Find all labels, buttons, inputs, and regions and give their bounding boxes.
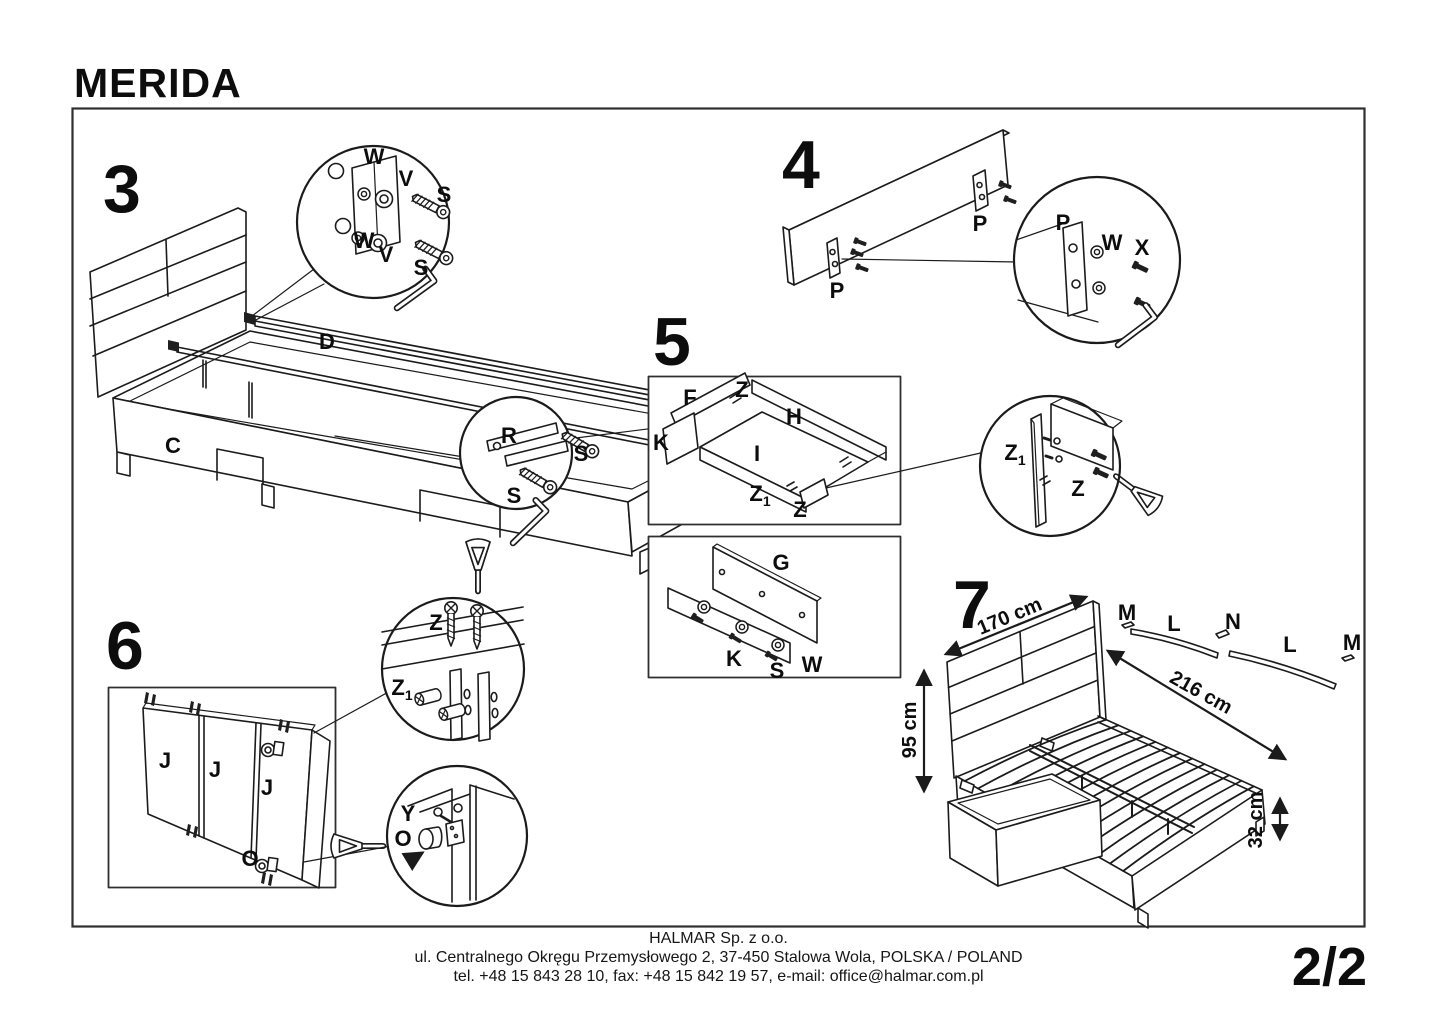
label-screw-s-5: S — [769, 658, 785, 683]
label-dowel-z1-2: $Z_1$ — [1004, 440, 1026, 468]
label-screw-s-4: S — [506, 483, 522, 508]
label-screw-z-4: Z — [429, 610, 443, 635]
step3-hardware-detail-circle — [297, 146, 455, 308]
footer-address: ul. Centralnego Okręgu Przemysłowego 2, 37-450 Stalowa Wola, POLSKA / POLAND — [414, 949, 1023, 966]
label-slat-panel-j-2: J — [208, 757, 222, 782]
label-nut-v-2: V — [378, 242, 394, 267]
label-frame-c: C — [165, 433, 181, 458]
label-bracket-y: Y — [400, 801, 416, 826]
label-washer-w-2: W — [353, 228, 375, 253]
label-nut-v-1: V — [398, 166, 414, 191]
label-connector-m-1: M — [1117, 600, 1137, 625]
label-slat-l-1: L — [1167, 611, 1181, 636]
label-bracket-r: R — [501, 423, 517, 448]
label-screw-z-3: Z — [1071, 476, 1085, 501]
step4-number: 4 — [782, 127, 820, 203]
step5-number: 5 — [653, 304, 691, 380]
dim-length-216: 216 cm — [1165, 666, 1236, 719]
label-connector-n: N — [1225, 609, 1241, 634]
label-connector-m-2: M — [1342, 630, 1362, 655]
label-screw-s-1: S — [436, 182, 452, 207]
label-panel-k-2: K — [726, 646, 742, 671]
step3-number: 3 — [103, 151, 141, 227]
label-washer-w-3: W — [1101, 230, 1123, 255]
footer-contact: tel. +48 15 843 28 10, fax: +48 15 842 19 57, e-mail: office@halmar.com.pl — [453, 968, 984, 985]
step6-number: 6 — [106, 608, 144, 684]
step4-hardware-detail-circle — [1014, 177, 1180, 345]
dim-width-170: 170 cm — [974, 593, 1046, 640]
label-panel-k-1: K — [653, 430, 669, 455]
label-washer-w-4: W — [801, 652, 823, 677]
footer-company: HALMAR Sp. z o.o. — [649, 930, 788, 947]
step6-cam-detail-circle — [331, 766, 527, 906]
label-screw-z-2: Z — [793, 497, 807, 522]
label-bracket-p-2: P — [829, 278, 845, 303]
label-panel-i: I — [753, 441, 761, 466]
label-rail-d: D — [319, 329, 335, 354]
step7-number: 7 — [953, 567, 991, 643]
label-dowel-z1-1: $Z_1$ — [749, 481, 771, 509]
label-screw-x: X — [1134, 235, 1150, 260]
label-cam-o-1: O — [241, 846, 259, 871]
label-screw-s-2: S — [413, 255, 429, 280]
label-panel-g: G — [772, 550, 790, 575]
step5-drawer-box — [649, 373, 986, 525]
label-cam-o-2: O — [394, 826, 412, 851]
step5-joint-detail-circle — [980, 396, 1165, 536]
step6-screws-detail-circle — [382, 539, 524, 741]
label-slat-panel-j-3: J — [260, 775, 274, 800]
page-number: 2/2 — [1291, 937, 1367, 997]
manufacturer-footer — [72, 929, 1365, 986]
label-slat-l-2: L — [1283, 632, 1297, 657]
label-slat-panel-j-1: J — [158, 748, 172, 773]
label-screw-s-3: S — [573, 441, 589, 466]
label-dowel-z1-3: $Z_1$ — [391, 675, 413, 703]
label-panel-f: F — [683, 385, 697, 410]
product-title: MERIDA — [74, 60, 242, 106]
label-screw-z-1: Z — [735, 377, 749, 402]
dim-drawer-32: 32 cm — [1245, 791, 1267, 849]
label-bracket-p-1: P — [972, 211, 988, 236]
label-panel-h: H — [786, 404, 802, 429]
label-washer-w-1: W — [363, 144, 385, 169]
dim-height-95: 95 cm — [899, 701, 921, 759]
label-bracket-p-3: P — [1055, 210, 1071, 235]
